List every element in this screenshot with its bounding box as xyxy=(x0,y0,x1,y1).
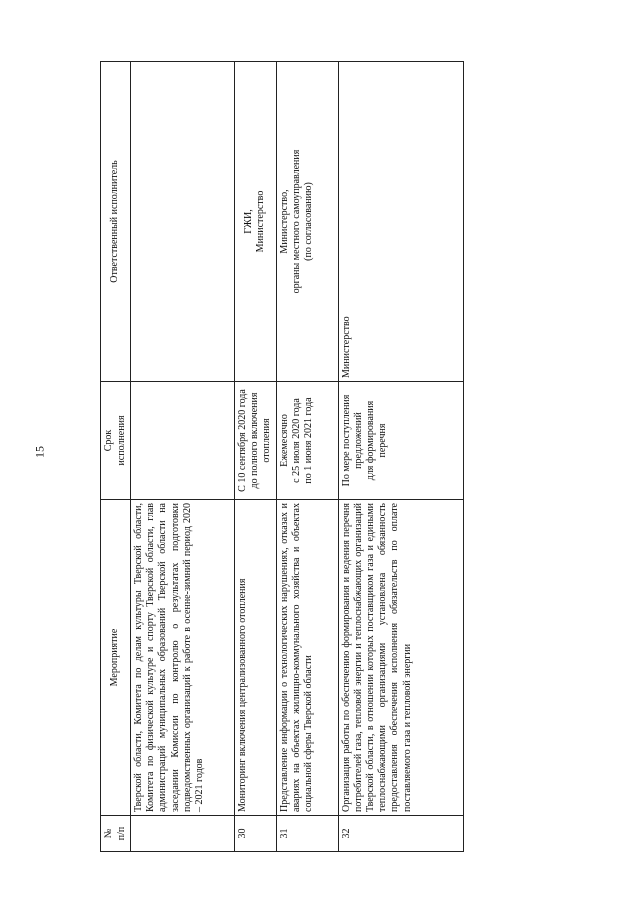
table-header-row xyxy=(101,62,131,852)
table-row xyxy=(131,62,235,852)
events-table xyxy=(100,61,464,852)
page-number: 15 xyxy=(32,446,47,458)
rotated-page xyxy=(100,62,464,852)
header-executor: Ответственный исполнитель xyxy=(101,62,131,382)
row-event: Мониторинг включения централизованного отопления xyxy=(235,500,277,816)
row-executor: ГЖИ, Министерство xyxy=(235,62,277,382)
row-term: С 10 сентября 2020 года до полного включения отопления xyxy=(235,382,277,500)
row-num xyxy=(131,816,235,852)
row-event: Тверской области, Комитета по делам культуры Тверской области, Комитета по физической культуре и спорту Тверской области, глав администраций муниципальных образований Тверской области на заседании Комиссии по контролю о результатах подготовки подведомственных организаций к работе в осенне-зимний период 2020 – 2021 годов xyxy=(131,500,235,816)
row-num: 30 xyxy=(235,816,277,852)
header-num: № п/п xyxy=(101,816,131,852)
row-executor: Министерство xyxy=(338,62,463,382)
row-term: Ежемесячно с 25 июля 2020 года по 1 июня 2021 года xyxy=(276,382,338,500)
row-num: 31 xyxy=(276,816,338,852)
table-row xyxy=(276,62,338,852)
table-row xyxy=(235,62,277,852)
row-event: Представление информации о технологических нарушениях, отказах и авариях на объектах жилищно-коммунального хозяйства и объектах социальной сферы Тверской области xyxy=(276,500,338,816)
table-row xyxy=(338,62,463,852)
row-term xyxy=(131,382,235,500)
row-executor xyxy=(131,62,235,382)
row-executor: Министерство, органы местного самоуправления (по согласованию) xyxy=(276,62,338,382)
row-num: 32 xyxy=(338,816,463,852)
row-term: По мере поступления предложений для формирования перечня xyxy=(338,382,463,500)
row-event: Организация работы по обеспечению формирования и ведения перечня потребителей газа, тепловой энергии и теплоснабжающих организаций Тверской области, в отношении которых поставщиком газа и едиными теплоснабжающими организациями установлена обязанность предоставления обеспечения исполнения обязательств по оплате поставляемого газа и тепловой энергии xyxy=(338,500,463,816)
header-event: Мероприятие xyxy=(101,500,131,816)
header-term: Срок исполнения xyxy=(101,382,131,500)
